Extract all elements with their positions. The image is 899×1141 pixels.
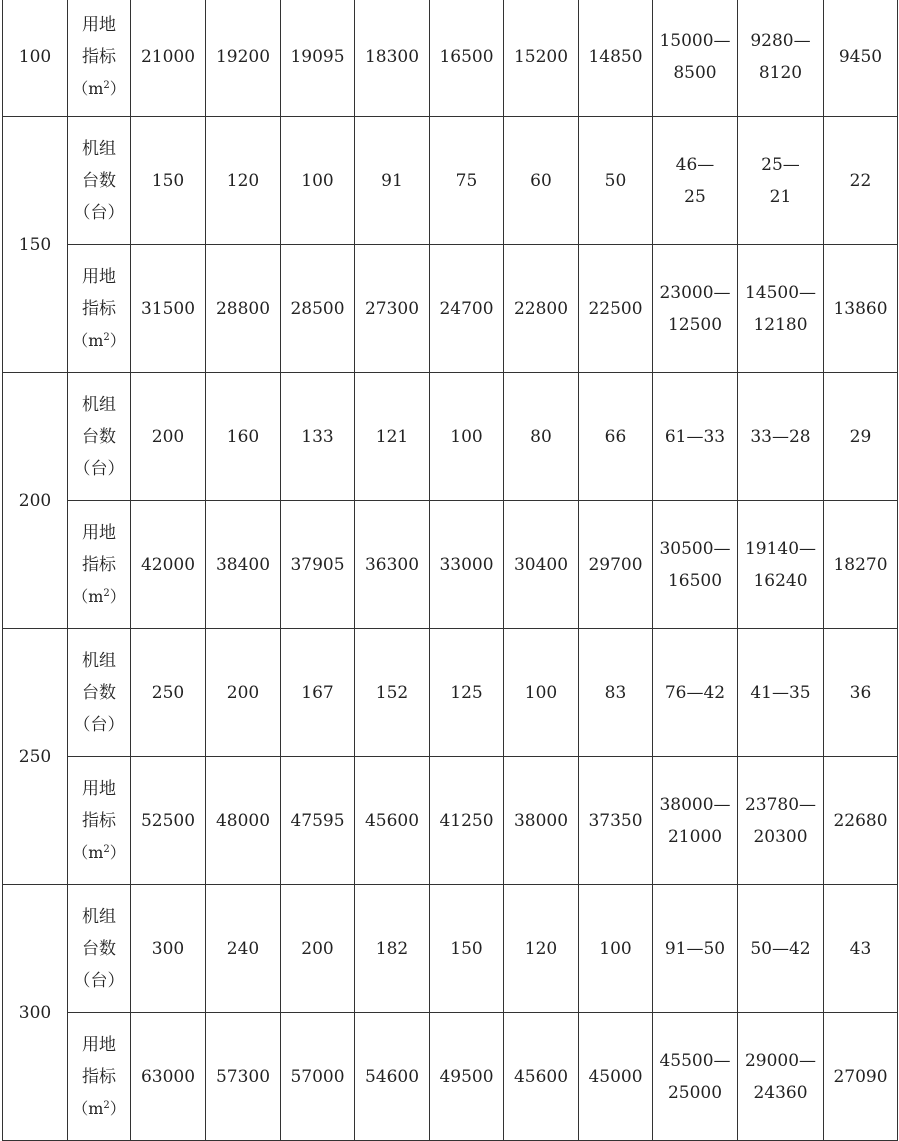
table-cell: 33000 [430, 501, 504, 629]
cell-line: 38000— [659, 794, 731, 815]
table-cell: 60 [504, 117, 579, 245]
table-row [3, 117, 898, 245]
capacity-cell: 300 [3, 885, 68, 1141]
table-cell: 14850 [579, 0, 653, 117]
unit-label: $(m^2)$ [72, 78, 126, 98]
table-row [3, 629, 898, 757]
table-cell: 300 [131, 885, 206, 1013]
label-line: 用地 [82, 778, 116, 799]
table-row [3, 501, 898, 629]
table-cell: 45600 [355, 757, 430, 885]
table-cell: 37350 [579, 757, 653, 885]
cell-line: 33—28 [750, 426, 811, 447]
table-cell: 18300 [355, 0, 430, 117]
table-cell: 28500 [281, 245, 355, 373]
table-cell [738, 1013, 824, 1141]
table-cell: 120 [206, 117, 281, 245]
label-line: 指标 [82, 298, 116, 319]
cell-line: 19140— [744, 538, 817, 559]
table-cell: 29700 [579, 501, 653, 629]
table-cell: 9450 [824, 0, 898, 117]
label-line: 指标 [82, 46, 116, 67]
table-cell [653, 117, 738, 245]
cell-line: 76—42 [664, 682, 726, 703]
label-line: 用地 [82, 522, 116, 543]
table-cell: 37905 [281, 501, 355, 629]
table-cell: 36300 [355, 501, 430, 629]
table-cell [738, 501, 824, 629]
capacity-cell: 250 [3, 629, 68, 885]
table-cell [653, 629, 738, 757]
table-cell: 38000 [504, 757, 579, 885]
table-cell: 16500 [430, 0, 504, 117]
row-label-units [68, 629, 131, 757]
table-cell: 36 [824, 629, 898, 757]
table-row [3, 1013, 898, 1141]
label-line: 台数 [82, 426, 116, 447]
label-line: （台） [73, 202, 125, 223]
table-cell: 250 [131, 629, 206, 757]
cell-line: 61—33 [664, 426, 726, 447]
table-cell: 133 [281, 373, 355, 501]
table-cell: 152 [355, 629, 430, 757]
table-cell: 121 [355, 373, 430, 501]
table-cell [738, 757, 824, 885]
label-line: 用地 [82, 1034, 116, 1055]
row-label-area [68, 1013, 131, 1141]
table-cell: 83 [579, 629, 653, 757]
table-cell: 38400 [206, 501, 281, 629]
table-cell: 22680 [824, 757, 898, 885]
table-cell [738, 373, 824, 501]
cell-line: 16500 [667, 570, 723, 591]
table-cell: 160 [206, 373, 281, 501]
label-line: （台） [73, 970, 125, 991]
cell-line: 25000 [667, 1082, 723, 1103]
table-cell: 50 [579, 117, 653, 245]
table-cell [738, 629, 824, 757]
table-cell [653, 373, 738, 501]
table-cell: 63000 [131, 1013, 206, 1141]
label-line: 指标 [82, 810, 116, 831]
cell-line: 50—42 [750, 938, 811, 959]
table-cell: 52500 [131, 757, 206, 885]
table-cell: 13860 [824, 245, 898, 373]
cell-line: 16240 [753, 570, 808, 591]
table-cell: 19095 [281, 0, 355, 117]
table-cell: 91 [355, 117, 430, 245]
table-cell: 167 [281, 629, 355, 757]
table-cell: 27090 [824, 1013, 898, 1141]
table-cell: 100 [430, 373, 504, 501]
cell-line: 20300 [753, 826, 808, 847]
table-cell: 200 [281, 885, 355, 1013]
table-cell: 22 [824, 117, 898, 245]
cell-line: 15000— [659, 30, 731, 51]
cell-line: 25 [684, 186, 706, 207]
cell-line: 8500 [673, 62, 717, 83]
table-cell: 120 [504, 885, 579, 1013]
capacity-cell: 100 [3, 0, 68, 117]
table-cell: 150 [430, 885, 504, 1013]
unit-label: $(m^2)$ [72, 330, 126, 350]
cell-line: 14500— [744, 282, 817, 303]
table-cell [738, 885, 824, 1013]
label-line: 指标 [82, 554, 116, 575]
unit-label: $(m^2)$ [72, 1098, 126, 1118]
table-cell: 240 [206, 885, 281, 1013]
row-label-area [68, 757, 131, 885]
table-cell: 45000 [579, 1013, 653, 1141]
table-cell: 125 [430, 629, 504, 757]
table-cell: 100 [504, 629, 579, 757]
label-line: 机组 [82, 650, 116, 671]
table-cell: 31500 [131, 245, 206, 373]
cell-line: 12500 [667, 314, 723, 335]
table-cell: 27300 [355, 245, 430, 373]
table-cell [738, 245, 824, 373]
table-cell: 43 [824, 885, 898, 1013]
label-line: 台数 [82, 170, 116, 191]
label-line: （台） [73, 458, 125, 479]
cell-line: 45500— [659, 1050, 731, 1071]
label-line: 用地 [82, 14, 116, 35]
table-cell: 19200 [206, 0, 281, 117]
table-row [3, 0, 898, 117]
table-cell [738, 0, 824, 117]
cell-line: 24360 [753, 1082, 808, 1103]
table-cell: 15200 [504, 0, 579, 117]
row-label-area [68, 245, 131, 373]
cell-line: 25— [761, 154, 800, 175]
table-cell: 54600 [355, 1013, 430, 1141]
table-cell: 200 [131, 373, 206, 501]
table-cell: 30400 [504, 501, 579, 629]
table-cell: 18270 [824, 501, 898, 629]
label-line: 机组 [82, 394, 116, 415]
table-row [3, 885, 898, 1013]
table-cell [653, 757, 738, 885]
table-body [3, 0, 898, 1141]
table-row [3, 373, 898, 501]
table-cell: 150 [131, 117, 206, 245]
row-label-units [68, 885, 131, 1013]
cell-line: 46— [675, 154, 715, 175]
label-line: 台数 [82, 938, 116, 959]
table-cell [738, 117, 824, 245]
table-cell: 49500 [430, 1013, 504, 1141]
table-cell [653, 0, 738, 117]
cell-line: 30500— [659, 538, 731, 559]
table-cell: 22500 [579, 245, 653, 373]
table-row [3, 757, 898, 885]
table-cell: 182 [355, 885, 430, 1013]
row-label-area [68, 501, 131, 629]
table-cell: 100 [281, 117, 355, 245]
table-cell [653, 501, 738, 629]
label-line: 机组 [82, 906, 116, 927]
unit-label: $(m^2)$ [72, 586, 126, 606]
table-cell: 28800 [206, 245, 281, 373]
cell-line: 21 [769, 186, 792, 207]
label-line: 用地 [82, 266, 116, 287]
label-line: （台） [73, 714, 125, 735]
table-cell: 45600 [504, 1013, 579, 1141]
unit-label: $(m^2)$ [72, 842, 126, 862]
cell-line: 41—35 [750, 682, 811, 703]
table-cell: 47595 [281, 757, 355, 885]
row-label-units [68, 117, 131, 245]
table-cell: 48000 [206, 757, 281, 885]
table-cell: 42000 [131, 501, 206, 629]
table-cell: 22800 [504, 245, 579, 373]
table-cell: 66 [579, 373, 653, 501]
table-cell [653, 1013, 738, 1141]
table-cell: 21000 [131, 0, 206, 117]
row-label-units [68, 373, 131, 501]
table-cell: 57000 [281, 1013, 355, 1141]
table-cell: 100 [579, 885, 653, 1013]
cell-line: 21000 [667, 826, 723, 847]
table-cell: 80 [504, 373, 579, 501]
cell-line: 23000— [659, 282, 731, 303]
cell-line: 8120 [758, 62, 803, 83]
row-label-area [68, 0, 131, 117]
cell-line: 9280— [750, 30, 811, 51]
table-cell: 57300 [206, 1013, 281, 1141]
table-cell: 200 [206, 629, 281, 757]
table-cell [653, 245, 738, 373]
table-cell [653, 885, 738, 1013]
table-cell: 24700 [430, 245, 504, 373]
label-line: 机组 [82, 138, 116, 159]
label-line: 指标 [82, 1066, 116, 1087]
cell-line: 29000— [744, 1050, 817, 1071]
cell-line: 91—50 [664, 938, 726, 959]
table-cell: 29 [824, 373, 898, 501]
capacity-cell: 200 [3, 373, 68, 629]
land-use-table [2, 0, 898, 1141]
table-cell: 41250 [430, 757, 504, 885]
table-row [3, 245, 898, 373]
table-cell: 75 [430, 117, 504, 245]
capacity-cell: 150 [3, 117, 68, 373]
label-line: 台数 [82, 682, 116, 703]
cell-line: 23780— [744, 794, 817, 815]
cell-line: 12180 [753, 314, 808, 335]
